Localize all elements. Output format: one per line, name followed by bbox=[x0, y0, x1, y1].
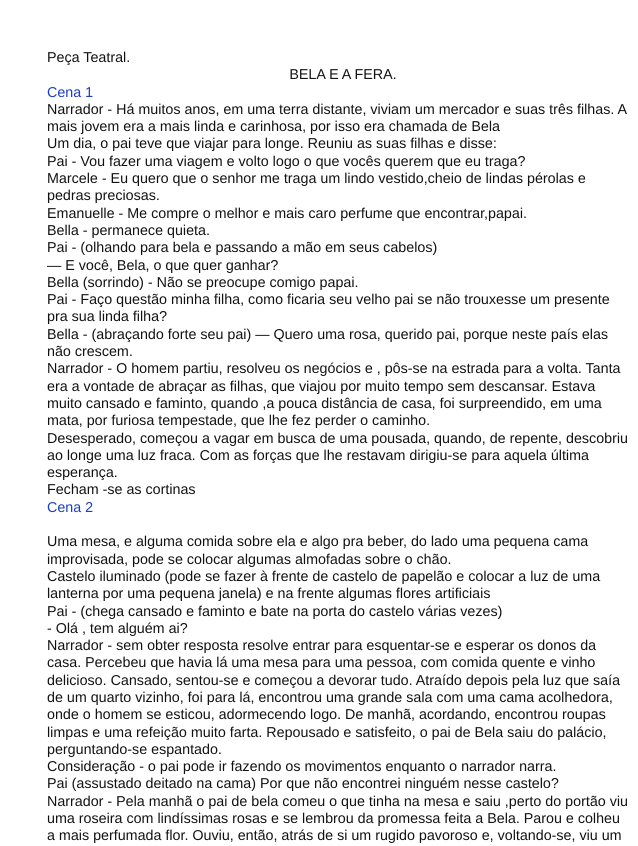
text-line: Narrador - Há muitos anos, em uma terra distante, viviam um mercador e suas três filhas. A bbox=[47, 101, 628, 118]
text-line: Desesperado, começou a vagar em busca de uma pousada, quando, de repente, descobriu bbox=[47, 430, 628, 447]
text-line: era a vontade de abraçar as filhas, que viajou por muito tempo sem descansar. Estava bbox=[47, 378, 596, 395]
text-line: Emanuelle - Me compre o melhor e mais caro perfume que encontrar,papai. bbox=[47, 205, 527, 222]
text-line: Pai - Faço questão minha filha, como ficaria seu velho pai se não trouxesse um presente bbox=[47, 292, 610, 309]
scene-1-text bbox=[47, 101, 628, 500]
text-line: mais jovem era a mais linda e carinhosa, por isso era chamada de Bela bbox=[47, 119, 500, 136]
text-line: — E você, Bela, o que quer ganhar? bbox=[47, 257, 279, 274]
text-line: Pai - (olhando para bela e passando a mão em seus cabelos) bbox=[47, 240, 438, 257]
text-line: - Olá , tem alguém ai? bbox=[47, 620, 188, 637]
text-line: Narrador - Pela manhã o pai de bela comeu o que tinha na mesa e saiu ,perto do portão viu bbox=[47, 793, 628, 810]
text-line: uma roseira com lindíssimas rosas e se lembrou da promessa feita a Bela. Parou e colheu bbox=[47, 811, 620, 828]
text-line: Narrador - sem obter resposta resolve entrar para esquentar-se e esperar os donos da bbox=[47, 638, 597, 655]
text-line: pra sua linda filha? bbox=[47, 309, 168, 326]
blank-line bbox=[47, 517, 607, 534]
scene-2-text bbox=[47, 534, 628, 845]
text-line: limpas e uma refeição muito farta. Repousado e satisfeito, o pai de Bela saiu do palácio, bbox=[47, 724, 607, 741]
text-line: Bella (sorrindo) - Não se preocupe comigo papai. bbox=[47, 274, 359, 291]
text-line: não crescem. bbox=[47, 344, 133, 361]
document-title: BELA E A FERA. bbox=[289, 67, 397, 84]
document-header: Peça Teatral. bbox=[47, 50, 131, 66]
text-line: onde o homem se esticou, adormecendo logo. De manhã, acordando, encontrou roupas bbox=[47, 707, 606, 724]
text-line: Pai - (chega cansado e faminto e bate na porta do castelo várias vezes) bbox=[47, 603, 503, 620]
text-line: casa. Percebeu que havia lá uma mesa para uma pessoa, com comida quente e vinho bbox=[47, 655, 596, 672]
text-line: Narrador - O homem partiu, resolveu os negócios e , pôs-se na estrada para a volta. Tanta bbox=[47, 361, 621, 378]
text-line: de um quarto vizinho, foi para lá, encontrou uma grande sala com uma cama acolhedora, bbox=[47, 689, 613, 706]
text-line: Um dia, o pai teve que viajar para longe. Reuniu as suas filhas e disse: bbox=[47, 136, 497, 153]
text-line: pedras preciosas. bbox=[47, 188, 160, 205]
text-line: improvisada, pode se colocar algumas almofadas sobre o chão. bbox=[47, 551, 452, 568]
document-body bbox=[47, 50, 628, 846]
text-line: a mais perfumada flor. Ouviu, então, atrás de si um rugido pavoroso e, voltando-se, viu um bbox=[47, 828, 622, 845]
text-line: Bella - (abraçando forte seu pai) — Quero uma rosa, querido pai, porque neste país elas bbox=[47, 326, 609, 343]
scene-heading: Cena 2 bbox=[47, 499, 94, 516]
text-line: muito cansado e faminto, quando ,a pouca distância de casa, foi surpreendido, em uma bbox=[47, 395, 602, 412]
text-line: ao longe uma luz fraca. Com as forças que lhe restavam dirigiu-se para aquela última bbox=[47, 447, 589, 464]
text-line: esperança. bbox=[47, 465, 118, 482]
text-line: lanterna por uma pequena janela) e na frente algumas flores artificiais bbox=[47, 586, 491, 603]
scene-heading: Cena 1 bbox=[47, 84, 94, 101]
text-line: delicioso. Cansado, sentou-se e começou a devorar tudo. Atraído depois pela luz que saía bbox=[47, 672, 621, 689]
text-line: Uma mesa, e alguma comida sobre ela e algo pra beber, do lado uma pequena cama bbox=[47, 534, 589, 551]
text-line: Bella - permanece quieta. bbox=[47, 222, 210, 239]
text-line: Consideração - o pai pode ir fazendo os movimentos enquanto o narrador narra. bbox=[47, 759, 557, 776]
text-line: Castelo iluminado (pode se fazer à frente de castelo de papelão e colocar a luz de uma bbox=[47, 568, 601, 585]
text-line: Marcele - Eu quero que o senhor me traga um lindo vestido,cheio de lindas pérolas e bbox=[47, 171, 586, 188]
text-line: Fecham -se as cortinas bbox=[47, 482, 196, 499]
text-line: Pai (assustado deitado na cama) Por que não encontrei ninguém nesse castelo? bbox=[47, 776, 559, 793]
text-line: mata, por furiosa tempestade, que lhe fez perder o caminho. bbox=[47, 413, 431, 430]
text-line: perguntando-se espantado. bbox=[47, 741, 222, 758]
text-line: Pai - Vou fazer uma viagem e volto logo o que vocês querem que eu traga? bbox=[47, 153, 526, 170]
